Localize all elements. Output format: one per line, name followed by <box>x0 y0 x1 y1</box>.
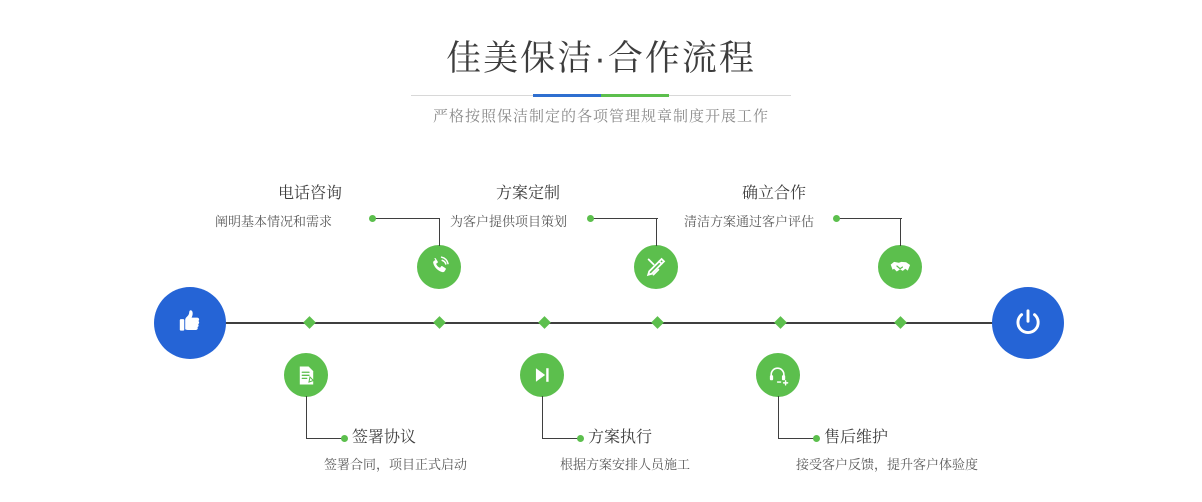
axis-node-marker <box>303 316 316 329</box>
thumbs-up-icon <box>173 306 207 340</box>
step-desc-5: 清洁方案通过客户评估 <box>684 214 815 229</box>
step-dot-6 <box>813 435 820 442</box>
step-label-1: 电话咨询 <box>278 185 343 202</box>
step-desc-6: 接受客户反馈，提升客户体验度 <box>796 457 979 472</box>
handshake-icon <box>888 255 913 280</box>
step-dot-3 <box>587 215 594 222</box>
step-icon-6[interactable] <box>756 353 800 397</box>
step-connector-1-h <box>372 218 440 219</box>
step-icon-1[interactable] <box>417 245 461 289</box>
step-dot-1 <box>369 215 376 222</box>
title-divider <box>411 94 791 97</box>
axis-node-marker <box>538 316 551 329</box>
divider-accent-blue <box>533 94 601 97</box>
step-connector-6-h <box>778 438 816 439</box>
step-dot-4 <box>577 435 584 442</box>
step-connector-6-v <box>778 396 779 438</box>
step-connector-2-v <box>306 396 307 438</box>
divider-accent-green <box>601 94 669 97</box>
axis-node-marker <box>774 316 787 329</box>
step-dot-2 <box>341 435 348 442</box>
step-connector-1-v <box>439 218 440 246</box>
axis-node-marker <box>651 316 664 329</box>
step-connector-5-h <box>836 218 902 219</box>
step-connector-2-h <box>306 438 344 439</box>
pencil-ruler-icon <box>644 255 668 279</box>
step-desc-3: 为客户提供项目策划 <box>450 214 568 229</box>
step-label-5: 确立合作 <box>742 185 807 202</box>
timeline-end-node <box>992 287 1064 359</box>
headset-support-icon <box>767 364 790 387</box>
step-connector-4-v <box>542 396 543 438</box>
play-forward-icon <box>531 364 553 386</box>
step-desc-4: 根据方案安排人员施工 <box>560 457 691 472</box>
step-connector-3-h <box>590 218 658 219</box>
step-label-3: 方案定制 <box>496 185 561 202</box>
step-label-4: 方案执行 <box>588 429 653 446</box>
step-icon-3[interactable] <box>634 245 678 289</box>
page-subtitle: 严格按照保洁制定的各项管理规章制度开展工作 <box>432 108 769 125</box>
process-timeline <box>0 140 1202 502</box>
document-edit-icon <box>295 364 318 387</box>
timeline-start-node <box>154 287 226 359</box>
step-dot-5 <box>833 215 840 222</box>
axis-node-marker <box>894 316 907 329</box>
phone-call-icon <box>427 255 451 279</box>
power-icon <box>1010 305 1046 341</box>
step-label-2: 签署协议 <box>352 429 417 446</box>
step-icon-4[interactable] <box>520 353 564 397</box>
step-icon-5[interactable] <box>878 245 922 289</box>
step-connector-3-v <box>656 218 657 246</box>
step-icon-2[interactable] <box>284 353 328 397</box>
step-label-6: 售后维护 <box>824 429 889 446</box>
step-desc-2: 签署合同，项目正式启动 <box>324 457 468 472</box>
step-desc-1: 阐明基本情况和需求 <box>215 214 333 229</box>
step-connector-4-h <box>542 438 580 439</box>
page-header <box>0 0 1202 140</box>
axis-node-marker <box>433 316 446 329</box>
page-title: 佳美保洁·合作流程 <box>446 39 756 78</box>
step-connector-5-v <box>900 218 901 246</box>
